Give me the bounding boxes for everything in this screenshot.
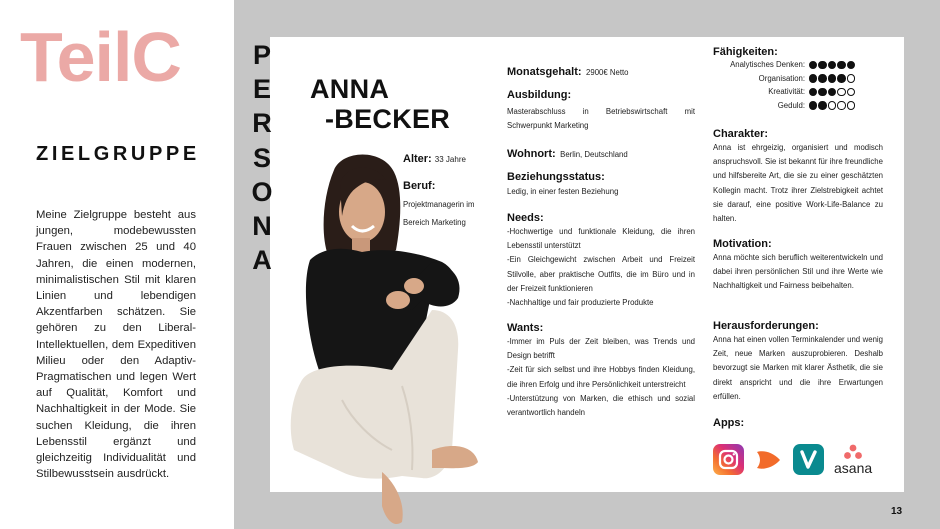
herausforderungen-section (713, 319, 883, 404)
filled-rating-dot (828, 88, 836, 96)
asana-logo (834, 444, 872, 475)
wohnort-label: Wohnort: (507, 148, 556, 160)
motivation-text: Anna möchte sich beruflich weiterentwickeln und dabei ihren persönlichen Stil und ihre Werte wie Nachhaltigkeit und Fairness beibehalten. (713, 253, 883, 291)
skill-rating (809, 74, 855, 82)
persona-last-name: -BECKER (325, 104, 451, 134)
filled-rating-dot (809, 101, 817, 109)
apps-heading: Apps: (713, 417, 745, 429)
persona-first-name: ANNA (310, 74, 390, 104)
shop-app-icon (753, 444, 784, 475)
filled-rating-dot (818, 74, 826, 82)
section-heading: ZIELGRUPPE (36, 143, 200, 165)
empty-rating-dot (837, 101, 845, 109)
herausforderungen-text: Anna hat einen vollen Terminkalender und wenig Zeit, neue Marken auszuprobieren. Deshalb bevorzugt sie Marken mit klarer Ästhetik, die sie direkt anspricht und die ihre Erwartungen erfüllen. (713, 335, 883, 401)
filled-rating-dot (809, 61, 817, 69)
monatsgehalt-label: Monatsgehalt: (507, 66, 582, 78)
monatsgehalt-field (507, 62, 695, 80)
skill-rating (809, 88, 855, 96)
skills-list (713, 58, 855, 112)
beruf-field (403, 180, 495, 230)
persona-letter: P (252, 40, 271, 70)
empty-rating-dot (847, 101, 855, 109)
ausbildung-value: Masterabschluss in Betriebswirtschaft mit Schwerpunkt Marketing (507, 107, 695, 131)
instagram-app-icon (713, 444, 744, 475)
skill-row (713, 58, 855, 72)
persona-letter: R (252, 108, 272, 139)
beziehung-section (507, 170, 695, 199)
skill-rating (809, 101, 855, 109)
empty-rating-dot (828, 101, 836, 109)
page-number: 13 (891, 506, 903, 517)
wants-item: -Unterstützung von Marken, die ethisch und sozial verantwortlich handeln (507, 393, 695, 418)
vinted-app-icon (793, 444, 824, 475)
apps-row (713, 444, 872, 475)
intro-paragraph: Meine Zielgruppe besteht aus jungen, modebewussten Frauen zwischen 25 und 40 Jahren, die einen modernen, minimalistischen Stil mit klaren Linien und lebendigen Akzentfarben schätzen. Sie gehören zu den Liberal-Intellektuellen, dem Expeditiven Milieu oder den Adaptiv-Pragmatischen und legen Wert auf Qualität, Komfort und Nachhaltigkeit in der Mode. Sie suchen Kleidung, die ihren Lebensstil ergänzt und gleichzeitig Individualität und Stilbewusstsein ausdrückt. (36, 209, 196, 481)
alter-label: Alter: (403, 153, 432, 165)
persona-vertical-word (248, 38, 276, 277)
filled-rating-dot (809, 74, 817, 82)
persona-letter: E (252, 74, 271, 105)
wants-item: -Zeit für sich selbst und ihre Hobbys finden Kleidung, die ihren Erfolg und ihre Persönlichkeit unterstreicht (507, 365, 695, 389)
filled-rating-dot (837, 74, 845, 82)
persona-letter: N (252, 211, 272, 242)
monatsgehalt-value: 2900€ Netto (586, 68, 629, 77)
needs-item: -Hochwertige und funktionale Kleidung, die ihren Lebensstil unterstützt (507, 227, 695, 251)
wohnort-field (507, 144, 695, 162)
filled-rating-dot (828, 61, 836, 69)
skill-name: Organisation: (758, 73, 806, 83)
persona-letter: S (252, 142, 271, 173)
needs-item: -Ein Gleichgewicht zwischen Arbeit und Freizeit Stilvolle, aber praktische Outfits, die im Büro und in der Freizeit funktionieren (507, 255, 695, 293)
beziehung-label: Beziehungsstatus: (507, 171, 605, 183)
motivation-label: Motivation: (713, 238, 772, 250)
skill-name: Geduld: (777, 101, 806, 111)
skill-name: Analytisches Denken: (730, 60, 806, 70)
skill-rating (809, 61, 855, 69)
alter-field (403, 153, 466, 165)
skill-row (713, 99, 855, 113)
empty-rating-dot (847, 88, 855, 96)
faehigkeiten-heading: Fähigkeiten: (713, 46, 778, 58)
alter-value: 33 Jahre (434, 155, 466, 164)
filled-rating-dot (809, 88, 817, 96)
ausbildung-section (507, 88, 695, 133)
persona-letter: O (251, 176, 273, 207)
asana-wordmark: asana (834, 460, 873, 476)
charakter-label: Charakter: (713, 128, 769, 140)
beruf-value: Projektmanagerin im Bereich Marketing (403, 200, 475, 227)
filled-rating-dot (828, 74, 836, 82)
charakter-section (713, 127, 883, 226)
persona-letter: A (252, 245, 272, 276)
empty-rating-dot (847, 74, 855, 82)
beziehung-value: Ledig, in einer festen Beziehung (507, 187, 619, 196)
needs-section (507, 211, 695, 310)
skill-row (713, 85, 855, 99)
motivation-section (713, 237, 883, 294)
charakter-text: Anna ist ehrgeizig, organisiert und modisch anspruchsvoll. Sie ist bekannt für ihre freundliche und hilfsbereite Art, die sie zu einer geschätzten Kollegin macht. Trotz ihrer Zielstrebigkeit achtet sie darauf, eine positive Work-Life-Balance zu halten. (713, 143, 883, 224)
needs-item: -Nachhaltige und fair produzierte Produkte (507, 298, 654, 308)
empty-rating-dot (837, 88, 845, 96)
wants-item: -Immer im Puls der Zeit bleiben, was Trends und Design betrifft (507, 337, 695, 361)
wants-label: Wants: (507, 322, 544, 334)
herausforderungen-label: Herausforderungen: (713, 320, 819, 332)
ausbildung-label: Ausbildung: (507, 89, 572, 101)
beruf-label: Beruf: (403, 180, 436, 192)
filled-rating-dot (837, 61, 845, 69)
wants-section (507, 321, 695, 420)
asana-dots-icon (843, 444, 863, 460)
page-title: TeilC (20, 18, 181, 96)
needs-label: Needs: (507, 212, 544, 224)
filled-rating-dot (818, 101, 826, 109)
filled-rating-dot (818, 61, 826, 69)
filled-rating-dot (818, 88, 826, 96)
filled-rating-dot (847, 61, 855, 69)
wohnort-value: Berlin, Deutschland (560, 150, 628, 159)
skill-name: Kreativität: (768, 87, 806, 97)
skill-row (713, 72, 855, 86)
